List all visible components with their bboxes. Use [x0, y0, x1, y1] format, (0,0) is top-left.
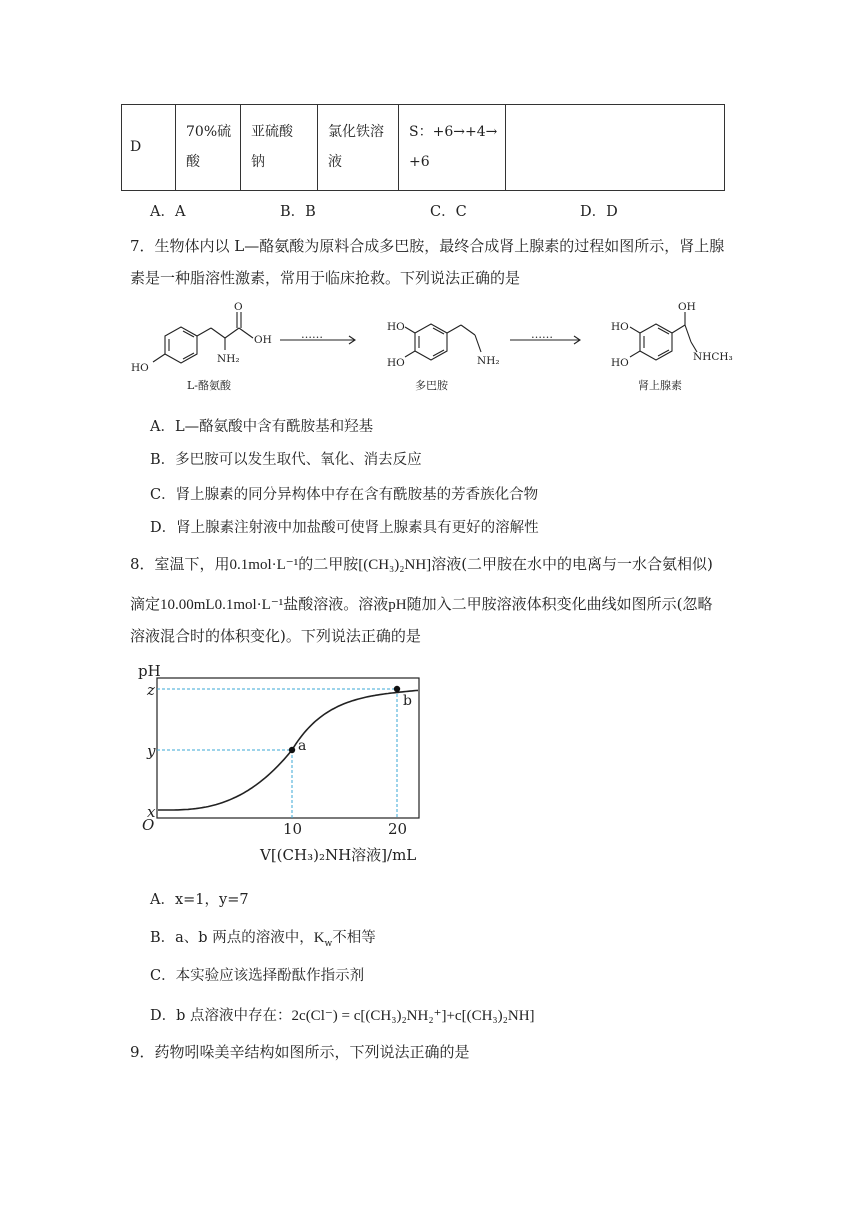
q6-option-c[interactable]: C．C: [430, 204, 467, 220]
epi-oh-label: OH: [678, 301, 696, 313]
q8-option-b[interactable]: B．a、b 两点的溶液中，$K_w$不相等: [150, 930, 376, 949]
table-cell-reagent1: 70%硫 酸: [176, 105, 241, 191]
dopamine-ho2-label: HO: [387, 357, 405, 369]
epi-ho2-label: HO: [611, 357, 629, 369]
q8-option-a[interactable]: A．x=1，y=7: [150, 892, 249, 908]
q7-option-c[interactable]: C．肾上腺素的同分异构体中存在含有酰胺基的芳香族化合物: [150, 487, 539, 503]
arrow-dots-1: ……: [301, 328, 323, 341]
y-axis-label: pH: [138, 662, 161, 680]
chart-frame: [157, 678, 419, 818]
q7-option-d[interactable]: D．肾上腺素注射液中加盐酸可使肾上腺素具有更好的溶解性: [150, 520, 539, 536]
table-cell-empty: [506, 105, 725, 191]
dopamine-nh2-label: NH₂: [477, 355, 500, 367]
epinephrine-ring: [640, 324, 672, 360]
tyrosine-ho-label: HO: [131, 362, 149, 374]
q8-stem-line3: 溶液混合时的体积变化)。下列说法正确的是: [130, 627, 421, 645]
point-label-a: a: [298, 738, 307, 754]
point-b: [394, 686, 400, 692]
origin-label: O: [142, 816, 155, 834]
point-label-b: b: [403, 693, 412, 709]
y-tick-y: y: [147, 742, 156, 760]
q9-stem: 9．药物吲哚美辛结构如图所示，下列说法正确的是: [130, 1043, 470, 1061]
x-tick-20: 20: [388, 820, 408, 838]
arrow-dots-2: ……: [531, 328, 553, 341]
epinephrine-name: 肾上腺素: [638, 379, 682, 392]
table-row-label: D: [122, 105, 176, 191]
dopamine-ho1-label: HO: [387, 321, 405, 333]
q6-option-d[interactable]: D．D: [580, 204, 618, 220]
x-tick-10: 10: [283, 820, 303, 838]
q8-option-c[interactable]: C．本实验应该选择酚酞作指示剂: [150, 968, 365, 984]
table-cell-reagent2: 亚硫酸 钠: [241, 105, 318, 191]
q8-stem-line2: 滴定10.00mL0.1mol·L⁻¹盐酸溶液。溶液pH随加入二甲胺溶液体积变化曲线如图所示(忽略: [130, 595, 713, 613]
q7-option-a[interactable]: A．L—酪氨酸中含有酰胺基和羟基: [150, 419, 374, 435]
titration-chart: [138, 660, 438, 870]
dopamine-ring: [415, 324, 447, 360]
tyrosine-o-label: O: [234, 301, 243, 313]
q6-option-a[interactable]: A．A: [150, 204, 186, 220]
tyrosine-ring: [165, 327, 197, 363]
q8-option-d[interactable]: D．b 点溶液中存在：2c(Cl⁻) = c[(CH₃)₂NH₂⁺]+c[(CH₃)₂NH]: [150, 1008, 535, 1024]
q7-option-b[interactable]: B．多巴胺可以发生取代、氧化、消去反应: [150, 452, 422, 468]
q6-option-b[interactable]: B．B: [280, 204, 316, 220]
dopamine-name: 多巴胺: [415, 379, 448, 392]
tyrosine-name: L-酪氨酸: [187, 379, 232, 392]
q7-stem-line2: 素是一种脂溶性激素，常用于临床抢救。下列说法正确的是: [130, 269, 521, 287]
y-tick-x: x: [147, 803, 156, 821]
epi-ho1-label: HO: [611, 321, 629, 333]
table-cell-valence: S：+6→+4→ +6: [399, 105, 506, 191]
q7-reaction-figure: [125, 298, 733, 398]
epi-nhch3-label: NHCH₃: [693, 351, 733, 363]
q8-stem-line1: 8．室温下，用0.1mol·L⁻¹的二甲胺[(CH₃)₂NH]溶液(二甲胺在水中的电离与一水合氨相似): [130, 555, 713, 573]
table-cell-reagent3: 氯化铁溶 液: [318, 105, 399, 191]
tyrosine-nh2-label: NH₂: [217, 353, 240, 365]
x-axis-label: V[(CH₃)₂NH溶液]/mL: [260, 846, 417, 864]
y-tick-z: z: [147, 681, 155, 699]
point-a: [289, 747, 295, 753]
q7-stem-line1: 7．生物体内以 L—酪氨酸为原料合成多巴胺，最终合成肾上腺素的过程如图所示，肾上腺: [130, 237, 725, 255]
tyrosine-oh-label: OH: [254, 334, 272, 346]
answer-table: [121, 104, 725, 191]
